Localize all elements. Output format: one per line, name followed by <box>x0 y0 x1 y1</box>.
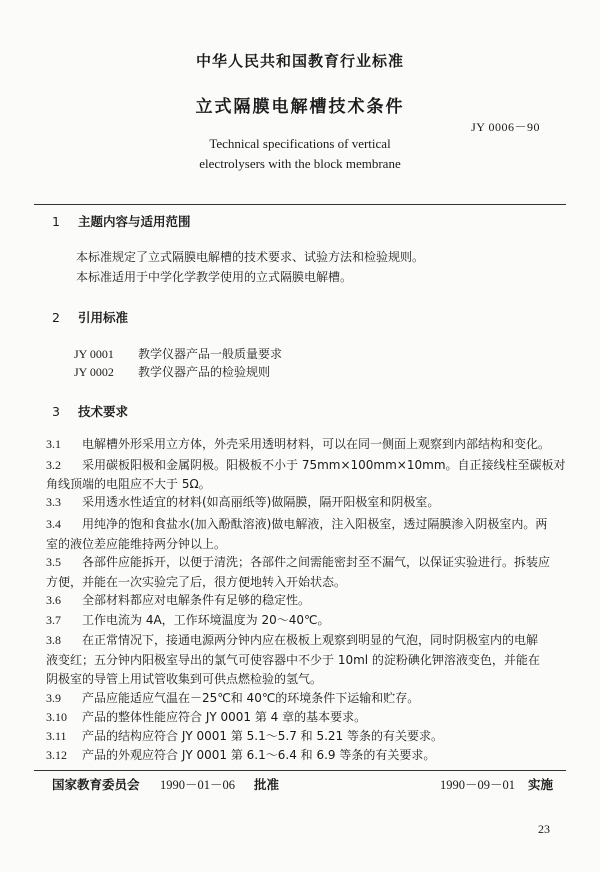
clause-text: 各部件应能拆开，以便于清洗；各部件之间需能密封至不漏气，以保证实验进行。拆装应 <box>82 555 551 569</box>
bottom-divider <box>34 770 566 771</box>
clause-text: 产品的结构应符合 JY 0001 第 5.1～5.7 和 5.21 等条的有关要求。 <box>82 729 443 743</box>
section-number: 1 <box>52 214 60 229</box>
clause-continuation: 阴极室的导管上用试管收集到可供点燃检验的氢气。 <box>46 672 323 686</box>
clause-3-10 <box>46 707 566 728</box>
section-title: 引用标准 <box>78 310 129 325</box>
paragraph: 本标准适用于中学化学教学使用的立式隔膜电解槽。 <box>76 270 353 284</box>
top-divider <box>34 204 566 205</box>
clause-3-3 <box>46 492 566 513</box>
clause-3-12 <box>46 745 566 766</box>
clause-number: 3.3 <box>46 495 61 509</box>
section-number: 2 <box>52 310 60 325</box>
clause-number: 3.9 <box>46 691 61 705</box>
issuer <box>52 775 140 793</box>
implementation-label-text: 实施 <box>528 777 554 792</box>
english-title-line-2: electrolysers with the block membrane <box>199 156 401 171</box>
reference-item <box>74 345 282 362</box>
clause-text: 采用透水性适宜的材料(如高丽纸等)做隔膜，隔开阳极室和阴极室。 <box>82 495 440 509</box>
clause-number: 3.12 <box>46 748 67 762</box>
clause-text: 在正常情况下，接通电源两分钟内应在极板上观察到明显的气泡，同时阴极室内的电解 <box>82 633 539 647</box>
implementation-label <box>528 775 553 793</box>
clause-3-8 <box>46 630 566 651</box>
section-3-heading <box>52 402 128 420</box>
clause-3-4 <box>46 514 566 535</box>
reference-code: JY 0001 <box>74 347 114 361</box>
clause-3-2 <box>46 455 566 476</box>
paragraph: 本标准规定了立式隔膜电解槽的技术要求、试验方法和检验规则。 <box>76 250 425 264</box>
clause-3-5 <box>46 552 566 573</box>
clause-3-9 <box>46 688 566 709</box>
clause-continuation: 液变红；五分钟内阳极室导出的氯气可使容器中不少于 10ml 的淀粉碘化钾溶液变色，并能在 <box>46 653 540 667</box>
clause-text: 产品的整体性能应符合 JY 0001 第 4 章的基本要求。 <box>82 710 367 724</box>
document-title: 立式隔膜电解槽技术条件 <box>195 97 405 117</box>
reference-item <box>74 363 270 380</box>
section-title: 技术要求 <box>78 404 129 419</box>
section-title: 主题内容与适用范围 <box>78 214 191 229</box>
standard-header: 中华人民共和国教育行业标准 <box>195 52 404 70</box>
clause-number: 3.4 <box>46 517 61 531</box>
clause-3-1 <box>46 434 566 455</box>
clause-number: 3.5 <box>46 555 61 569</box>
reference-text: 教学仪器产品一般质量要求 <box>138 347 283 361</box>
clause-continuation: 室的液位差应能维持两分钟以上。 <box>46 537 227 551</box>
clause-number: 3.6 <box>46 593 61 607</box>
english-title-line-1: Technical specifications of vertical <box>209 136 391 151</box>
approve-label <box>254 775 279 793</box>
clause-number: 3.10 <box>46 710 67 724</box>
clause-number: 3.2 <box>46 458 61 472</box>
clause-3-7 <box>46 610 566 631</box>
section-1-heading <box>52 212 191 230</box>
section-2-heading <box>52 308 128 326</box>
clause-text: 电解槽外形采用立方体，外壳采用透明材料，可以在同一侧面上观察到内部结构和变化。 <box>82 437 551 451</box>
page-number: 23 <box>538 822 550 836</box>
clause-number: 3.11 <box>46 729 67 743</box>
reference-code: JY 0002 <box>74 365 114 379</box>
clause-continuation: 角线顶端的电阻应不大于 5Ω。 <box>46 477 211 491</box>
clause-continuation: 方便，并能在一次实验完了后，很方便地转入开始状态。 <box>46 575 347 589</box>
clause-text: 采用碳板阳极和金属阴极。阳极板不小于 75mm×100mm×10mm。自正接线柱至碳板对 <box>82 458 566 472</box>
clause-text: 工作电流为 4A，工作环境温度为 20～40℃。 <box>82 613 330 627</box>
approve-label-text: 批准 <box>254 777 280 792</box>
clause-number: 3.8 <box>46 633 61 647</box>
approve-date: 1990－01－06 <box>160 778 236 792</box>
clause-text: 产品应能适应气温在－25℃和 40℃的环境条件下运输和贮存。 <box>82 691 420 705</box>
standard-code: JY 0006－90 <box>471 120 540 134</box>
clause-number: 3.1 <box>46 437 61 451</box>
clause-text: 产品的外观应符合 JY 0001 第 6.1～6.4 和 6.9 等条的有关要求。 <box>82 748 436 762</box>
clause-text: 用纯净的饱和食盐水(加入酚酞溶液)做电解液，注入阳极室，透过隔膜渗入阴极室内。两 <box>82 517 548 531</box>
section-number: 3 <box>52 404 60 419</box>
clause-3-6 <box>46 590 566 611</box>
implementation-date: 1990－09－01 <box>440 778 516 792</box>
issuer-name: 国家教育委员会 <box>52 777 140 792</box>
clause-text: 全部材料都应对电解条件有足够的稳定性。 <box>82 593 311 607</box>
clause-number: 3.7 <box>46 613 61 627</box>
reference-text: 教学仪器产品的检验规则 <box>138 365 271 379</box>
clause-3-11 <box>46 726 566 747</box>
